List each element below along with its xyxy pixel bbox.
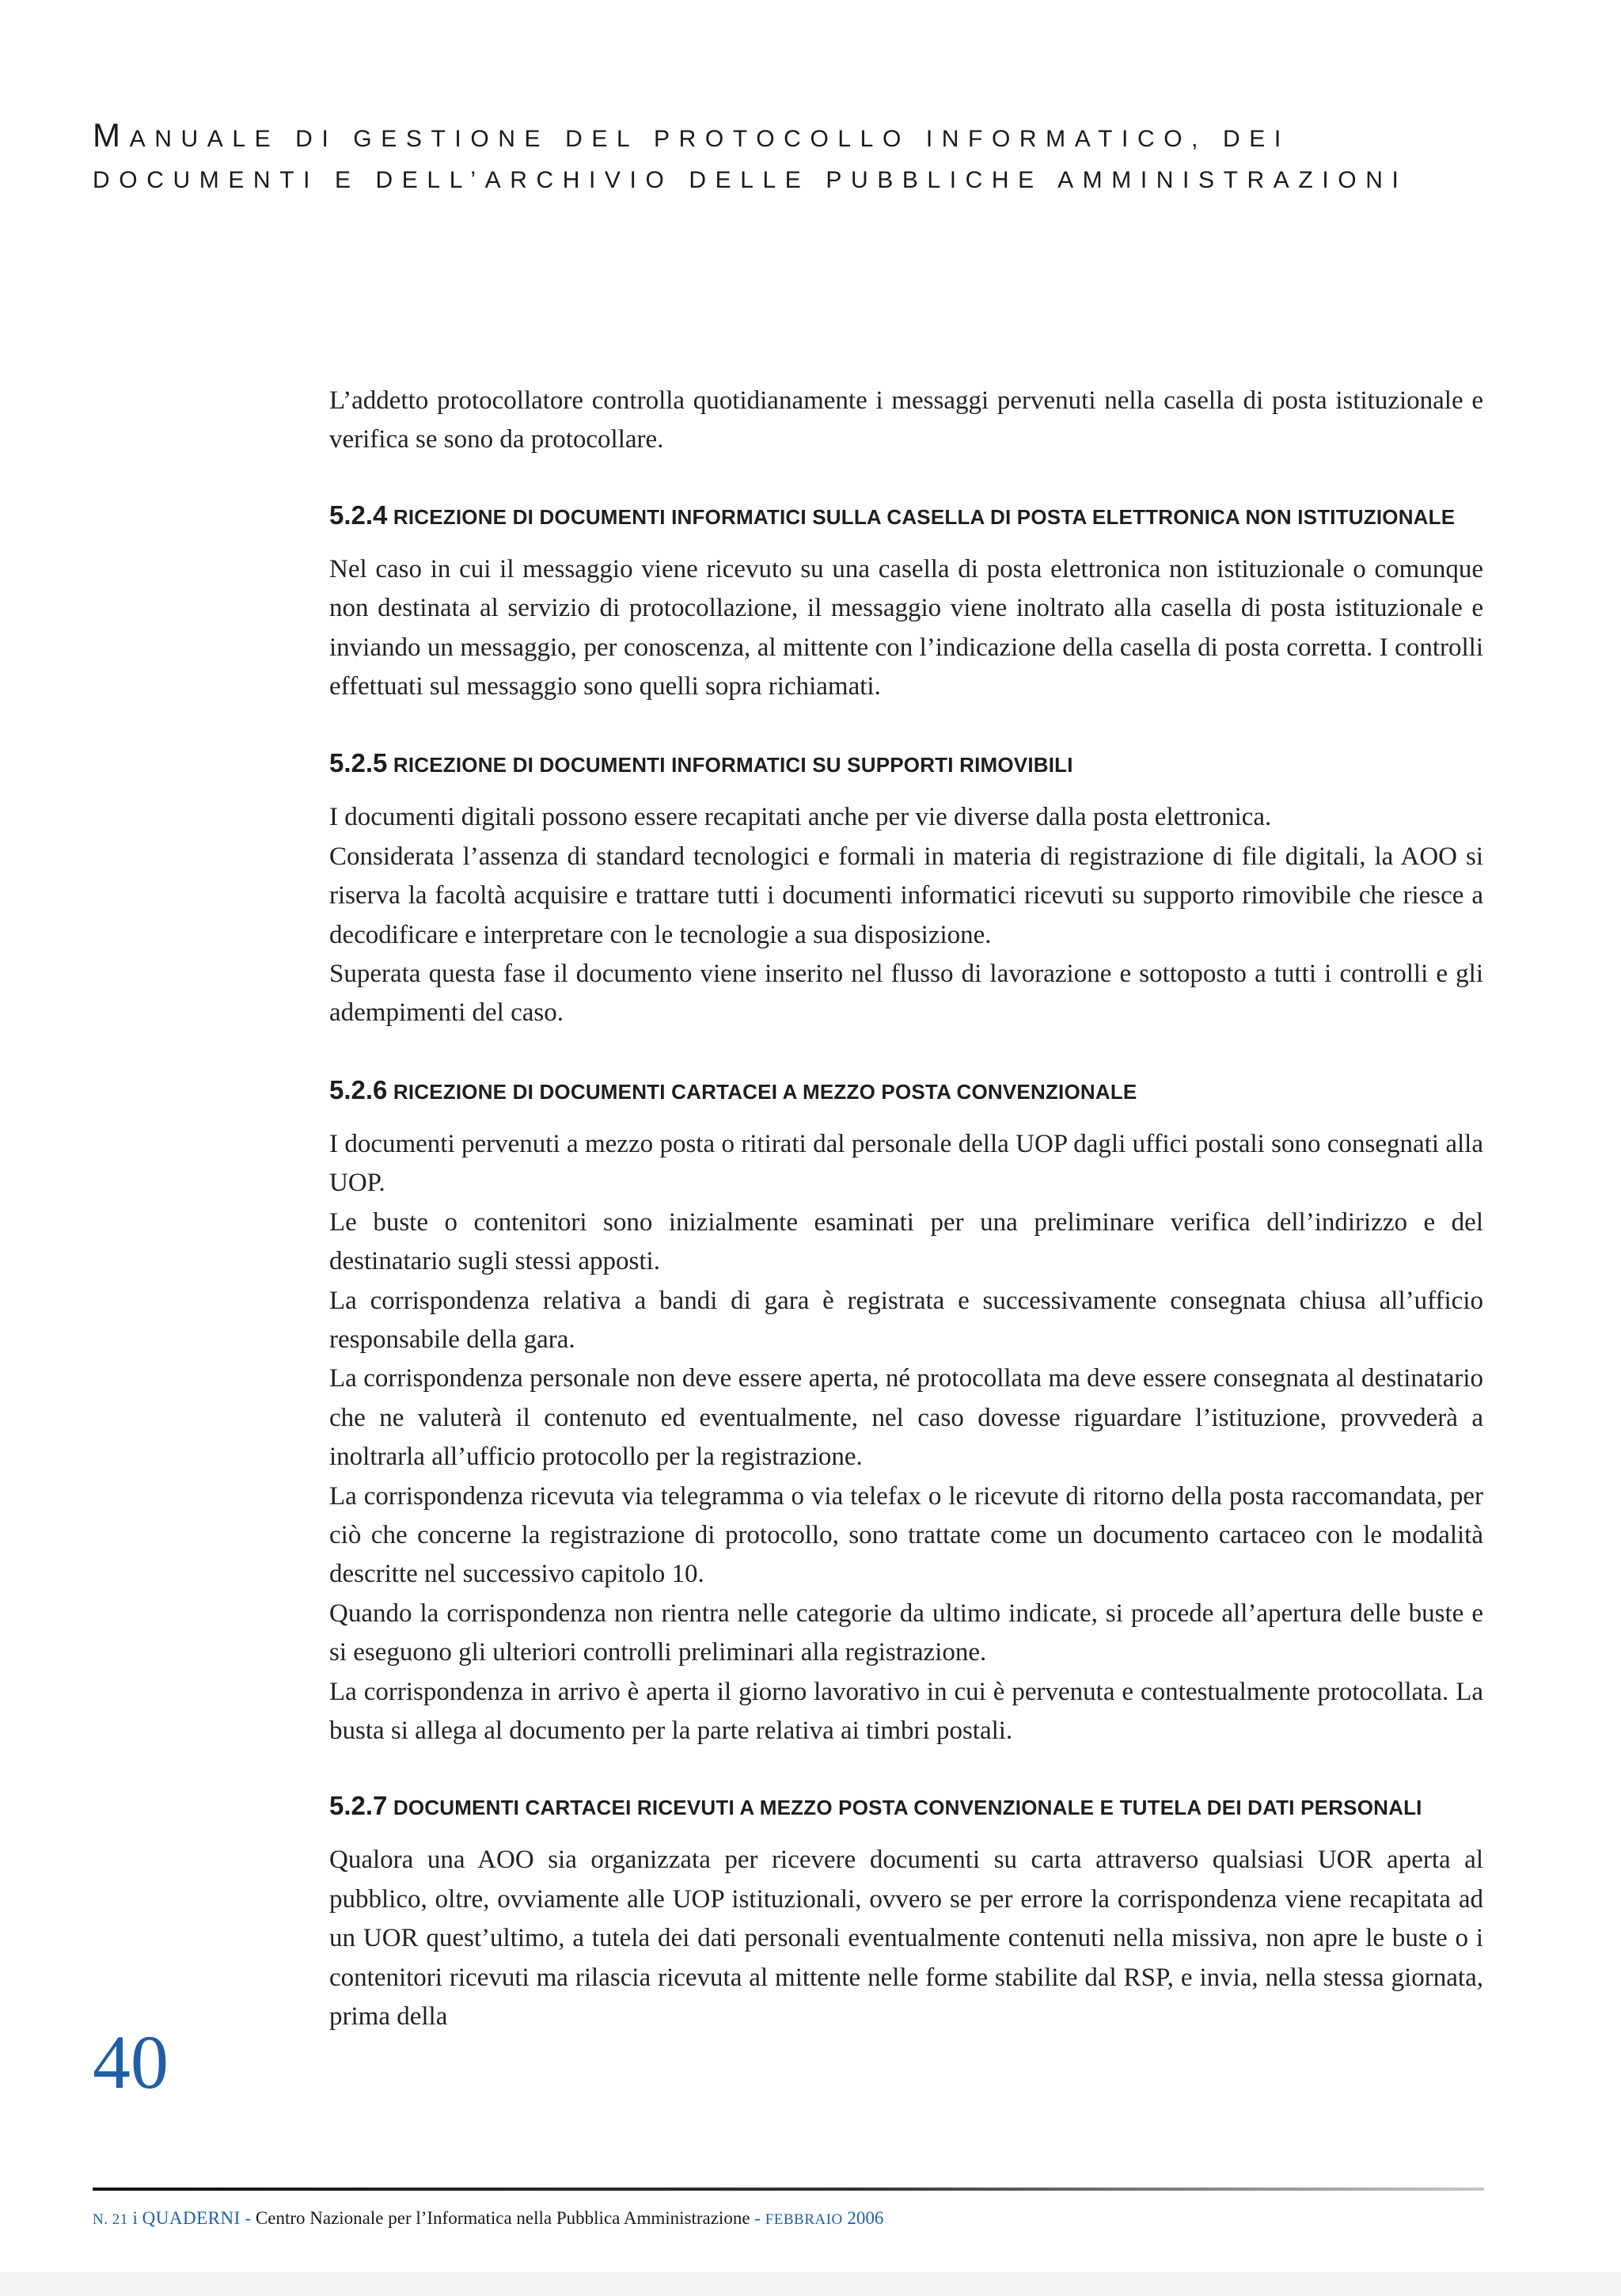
bottom-margin-strip	[0, 2272, 1621, 2296]
intro-paragraph: L’addetto protocollatore controlla quotidianamente i messaggi pervenuti nella casella di posta istituzionale e verifica se sono da protocollare.	[329, 386, 1483, 454]
section-number: 5.2.4	[329, 500, 388, 530]
section-paragraph: Considerata l’assenza di standard tecnologici e formali in materia di registrazione di file digitali, la AOO si riserva la facoltà acquisire e trattare tutti i documenti informatici ricevuti su supporto rimovibile che riesce a decodificare e interpretare con le tecnologie a sua disposizione.	[329, 842, 1483, 949]
footer-issue	[93, 2211, 128, 2228]
section-paragraph: La corrispondenza personale non deve essere aperta, né protocollata ma deve essere consegnata al destinatario che ne valuterà il contenuto ed eventualmente, nel caso dovesse riguardare l’istituzione, provvederà a inoltrarla all’ufficio protocollo per la registrazione.	[329, 1364, 1483, 1472]
section-paragraph: Nel caso in cui il messaggio viene ricevuto su una casella di posta elettronica non istituzionale o comunque non destinata al servizio di protocollazione, il messaggio viene inoltrato alla casella di posta istituzionale e inviando un messaggio, per conoscenza, al mittente con l’indicazione della casella di posta corretta. I controlli effettuati sul messaggio sono quelli sopra richiamati.	[329, 554, 1483, 701]
page-number: 40	[93, 2020, 169, 2104]
section-paragraph: Qualora una AOO sia organizzata per ricevere documenti su carta attraverso qualsiasi UOR aperta al pubblico, oltre, ovviamente alle UOP istituzionali, ovvero se per errore la corrispondenza viene recapitata ad un UOR quest’ultimo, a tutela dei dati personali eventualmente contenuti nella missiva, non apre le buste o i contenitori ricevuti ma rilascia ricevuta al mittente nelle forme stabilite dal RSP, e invia, nella stessa giornata, prima della	[329, 1846, 1483, 2031]
section-paragraph: La corrispondenza ricevuta via telegramma o via telefax o le ricevute di ritorno della posta raccomandata, per ciò che concerne la registrazione di protocollo, sono trattate come un documento cartaceo con le modalità descritte nel successivo capitolo 10.	[329, 1481, 1483, 1589]
running-head	[93, 115, 1517, 201]
section-title: DOCUMENTI CARTACEI RICEVUTI A MEZZO POSTA CONVENZIONALE E TUTELA DEI DATI PERSONALI	[393, 1796, 1422, 1820]
section-paragraph: La corrispondenza in arrivo è aperta il giorno lavorativo in cui è pervenuta e contestualmente protocollata. La busta si allega al documento per la parte relativa ai timbri postali.	[329, 1677, 1483, 1745]
footer-year: 2006	[847, 2208, 884, 2228]
section-paragraph: Quando la corrispondenza non rientra nelle categorie da ultimo indicate, si procede all’apertura delle buste e si eseguono gli ulteriori controlli preliminari alla registrazione.	[329, 1598, 1483, 1667]
footer-separator: i	[132, 2208, 138, 2228]
section-paragraph: Le buste o contenitori sono inizialmente esaminati per una preliminare verifica dell’indirizzo e del destinatario sugli stessi apposti.	[329, 1207, 1483, 1276]
footer-divider	[93, 2188, 1484, 2191]
footer-month: FEBBRAIO	[765, 2211, 843, 2228]
section-heading-5-2-7	[329, 1790, 1483, 1823]
section-heading-5-2-4	[329, 500, 1483, 533]
section-paragraph: La corrispondenza relativa a bandi di gara è registrata e successivamente consegnata chiusa all’ufficio responsabile della gara.	[329, 1286, 1483, 1354]
running-head-line-2: DOCUMENTI E DELL’ARCHIVIO DELLE PUBBLICHE AMMINISTRAZIONI	[93, 167, 1408, 193]
section-paragraph: Superata questa fase il documento viene inserito nel flusso di lavorazione e sottoposto a tutti i controlli e gli adempimenti del caso.	[329, 960, 1483, 1028]
section-title: RICEZIONE DI DOCUMENTI CARTACEI A MEZZO POSTA CONVENZIONALE	[393, 1079, 1137, 1104]
footer-publisher: Centro Nazionale per l’Informatica nella Pubblica Amministrazione	[255, 2208, 750, 2228]
section-heading-5-2-5	[329, 747, 1483, 781]
section-title: RICEZIONE DI DOCUMENTI INFORMATICI SU SUPPORTI RIMOVIBILI	[393, 753, 1073, 777]
footer-series	[142, 2208, 241, 2228]
section-title: RICEZIONE DI DOCUMENTI INFORMATICI SULLA CASELLA DI POSTA ELETTRONICA NON ISTITUZIONALE	[393, 504, 1456, 529]
body-text	[329, 382, 1483, 2036]
footer-dash: -	[240, 2208, 256, 2228]
footer	[93, 2206, 1486, 2233]
footer-series-text: QUADERNI	[142, 2208, 241, 2228]
section-paragraph: I documenti digitali possono essere recapitati anche per vie diverse dalla posta elettronica.	[329, 803, 1272, 832]
running-head-line-1: MANUALE DI GESTIONE DEL PROTOCOLLO INFORMATICO, DEI	[93, 116, 1290, 154]
section-paragraph: I documenti pervenuti a mezzo posta o ritirati dal personale della UOP dagli uffici postali sono consegnati alla UOP.	[329, 1129, 1483, 1198]
footer-issue-text: N. 21	[93, 2211, 128, 2228]
section-number: 5.2.7	[329, 1791, 388, 1821]
section-heading-5-2-6	[329, 1074, 1483, 1108]
section-number: 5.2.5	[329, 748, 388, 778]
section-number: 5.2.6	[329, 1074, 388, 1104]
footer-dash: -	[750, 2208, 765, 2228]
